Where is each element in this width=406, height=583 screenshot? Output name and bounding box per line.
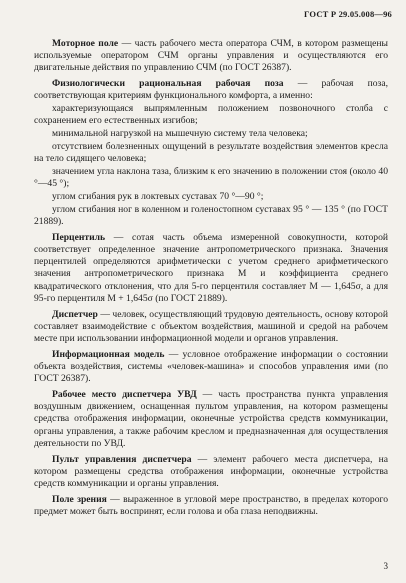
definition: — сотая часть объема измеренной совокупности, которой соответствует определенное значение антропометрического признака. Значения перцентилей определяются арифметически с учетом среднего арифметического значения антропометрического признака М и коэффициента среднего квадратического отклонения, что для 5-го перцентиля составляет М — 1,645σ, а для 95-го перцентиля М + 1,645σ (по ГОСТ 21889). [34,231,388,304]
list-item: минимальной нагрузкой на мышечную систему тела человека; [52,128,308,140]
term: Перцентиль [52,231,106,243]
page-number: 3 [383,561,388,571]
document-body [34,38,388,522]
paragraph [34,78,388,102]
definition: — выраженное в угловой мере пространство, в пределах которого предмет может быть воспринят, если голова и оба глаза неподвижны. [34,493,388,518]
paragraph [34,309,388,346]
term: Диспетчер [52,308,98,320]
term: Поле зрения [52,493,107,505]
list-item: характеризующаяся выпрямленным положением позвоночного столба с сохранением его естественных изгибов; [34,103,388,127]
definition: — условное отображение информации о состоянии объекта воздействия, системы «человек-машина» и способов управления ими (по ГОСТ 26387). [34,348,388,385]
paragraph [34,38,388,75]
term: Информационная модель [52,348,165,360]
list-item: углом сгибания ног в коленном и голеностопном суставах 95 ° — 135 ° (по ГОСТ 21889). [34,203,388,227]
definition: — рабочая поза, соответствующая критериям функционального комфорта, а именно: [34,78,388,102]
paragraph [34,494,388,518]
definition: — часть пространства пункта управления воздушным движением, оснащенная пультом управления, на котором размещены средства отображения информации, оконечные устройства средств коммуникации, органы управления, а также рабочим креслом и предназначенная для осуществления деятельности по УВД. [34,389,388,449]
term: Моторное поле [52,38,119,49]
list-item: углом сгибания рук в локтевых суставах 70 °—90 °; [52,191,264,202]
term: Пульт управления диспетчера [52,453,192,465]
paragraph [34,232,388,305]
definition: — человек, осуществляющий трудовую деятельность, основу которой составляет взаимодействие с объектом воздействия, машиной и средой на рабочем месте при использовании информационной модели и органов управления. [34,308,388,345]
term: Физиологически рациональная рабочая поза [52,78,284,90]
list-item: значением угла наклона таза, близким к его значению в положении стоя (около 40 °—45 °); [34,166,388,190]
paragraph [34,389,388,450]
paragraph [34,349,388,386]
term: Рабочее место диспетчера УВД [52,389,197,401]
document-header: ГОСТ Р 29.05.008—96 [304,9,392,19]
paragraph [34,454,388,491]
list-item: отсутствием болезненных ощущений в результате воздействия элементов кресла на тело сидящего человека; [34,141,388,165]
definition: — элемент рабочего места диспетчера, на котором размещены средства отображения информации, оконечные устройства средств коммуникации и органы управления. [34,453,388,490]
definition: — часть рабочего места оператора СЧМ, в котором размещены используемые оператором СЧМ органы управления и осуществляются его двигательные действия по управлению СЧМ (по ГОСТ 26387). [34,38,389,74]
